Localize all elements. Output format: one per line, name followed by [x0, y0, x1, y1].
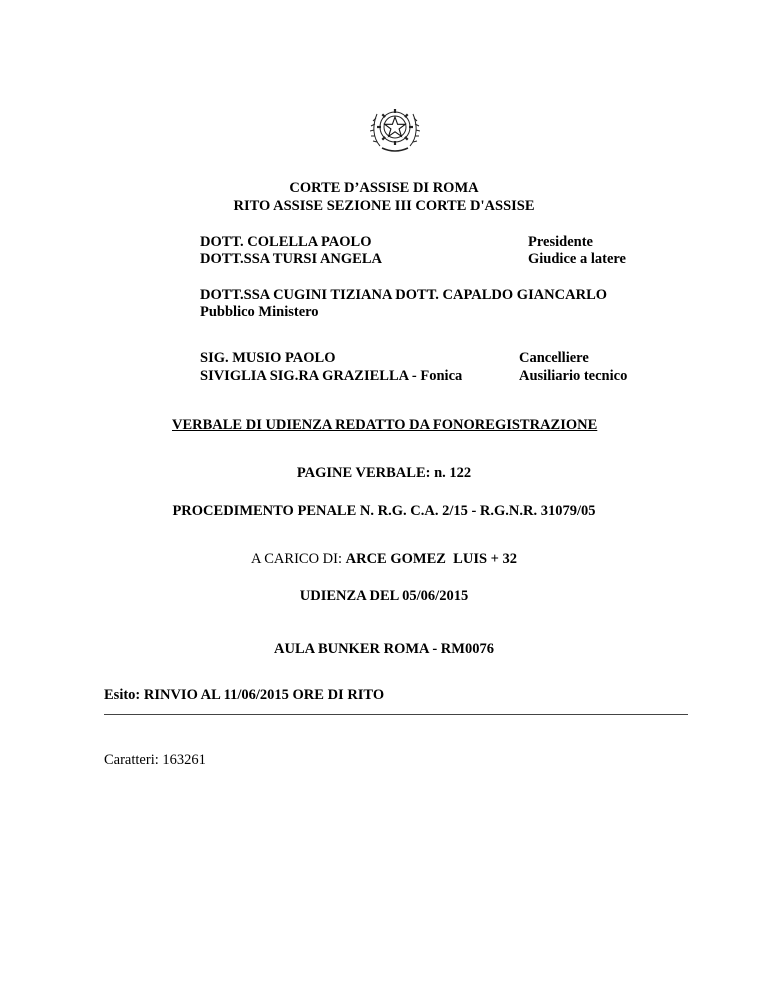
- italian-republic-emblem-icon: [370, 102, 420, 156]
- pages-count: PAGINE VERBALE: n. 122: [296, 465, 472, 481]
- prosecutors-role: Pubblico Ministero: [200, 304, 319, 320]
- clerk-role: Cancelliere: [519, 350, 589, 366]
- judge-president-role: Presidente: [528, 234, 593, 250]
- venue: AULA BUNKER ROMA - RM0076: [274, 641, 494, 657]
- defendant-prefix: A CARICO DI:: [250, 551, 346, 567]
- defendant-name: ARCE GOMEZ LUIS + 32: [345, 551, 518, 567]
- hearing-date: UDIENZA DEL 05/06/2015: [299, 588, 469, 604]
- judge-president-name: DOTT. COLELLA PAOLO: [200, 234, 372, 250]
- document-title: VERBALE DI UDIENZA REDATTO DA FONOREGISTRAZIONE: [172, 417, 598, 433]
- judge-latere-name: DOTT.SSA TURSI ANGELA: [200, 251, 382, 267]
- character-count: Caratteri: 163261: [104, 752, 206, 768]
- outcome: Esito: RINVIO AL 11/06/2015 ORE DI RITO: [104, 687, 385, 703]
- judge-latere-role: Giudice a latere: [528, 251, 626, 267]
- technician-role: Ausiliario tecnico: [519, 368, 628, 384]
- technician-name: SIVIGLIA SIG.RA GRAZIELLA - Fonica: [200, 368, 463, 384]
- clerk-name: SIG. MUSIO PAOLO: [200, 350, 336, 366]
- defendant-line: [0, 550, 768, 568]
- procedure-number: PROCEDIMENTO PENALE N. R.G. C.A. 2/15 - R.G.N.R. 31079/05: [172, 503, 596, 519]
- separator-line: [104, 714, 688, 715]
- court-section: RITO ASSISE SEZIONE III CORTE D'ASSISE: [233, 198, 535, 214]
- court-name: CORTE D’ASSISE DI ROMA: [289, 180, 479, 196]
- prosecutors-names: DOTT.SSA CUGINI TIZIANA DOTT. CAPALDO GIANCARLO: [200, 287, 608, 303]
